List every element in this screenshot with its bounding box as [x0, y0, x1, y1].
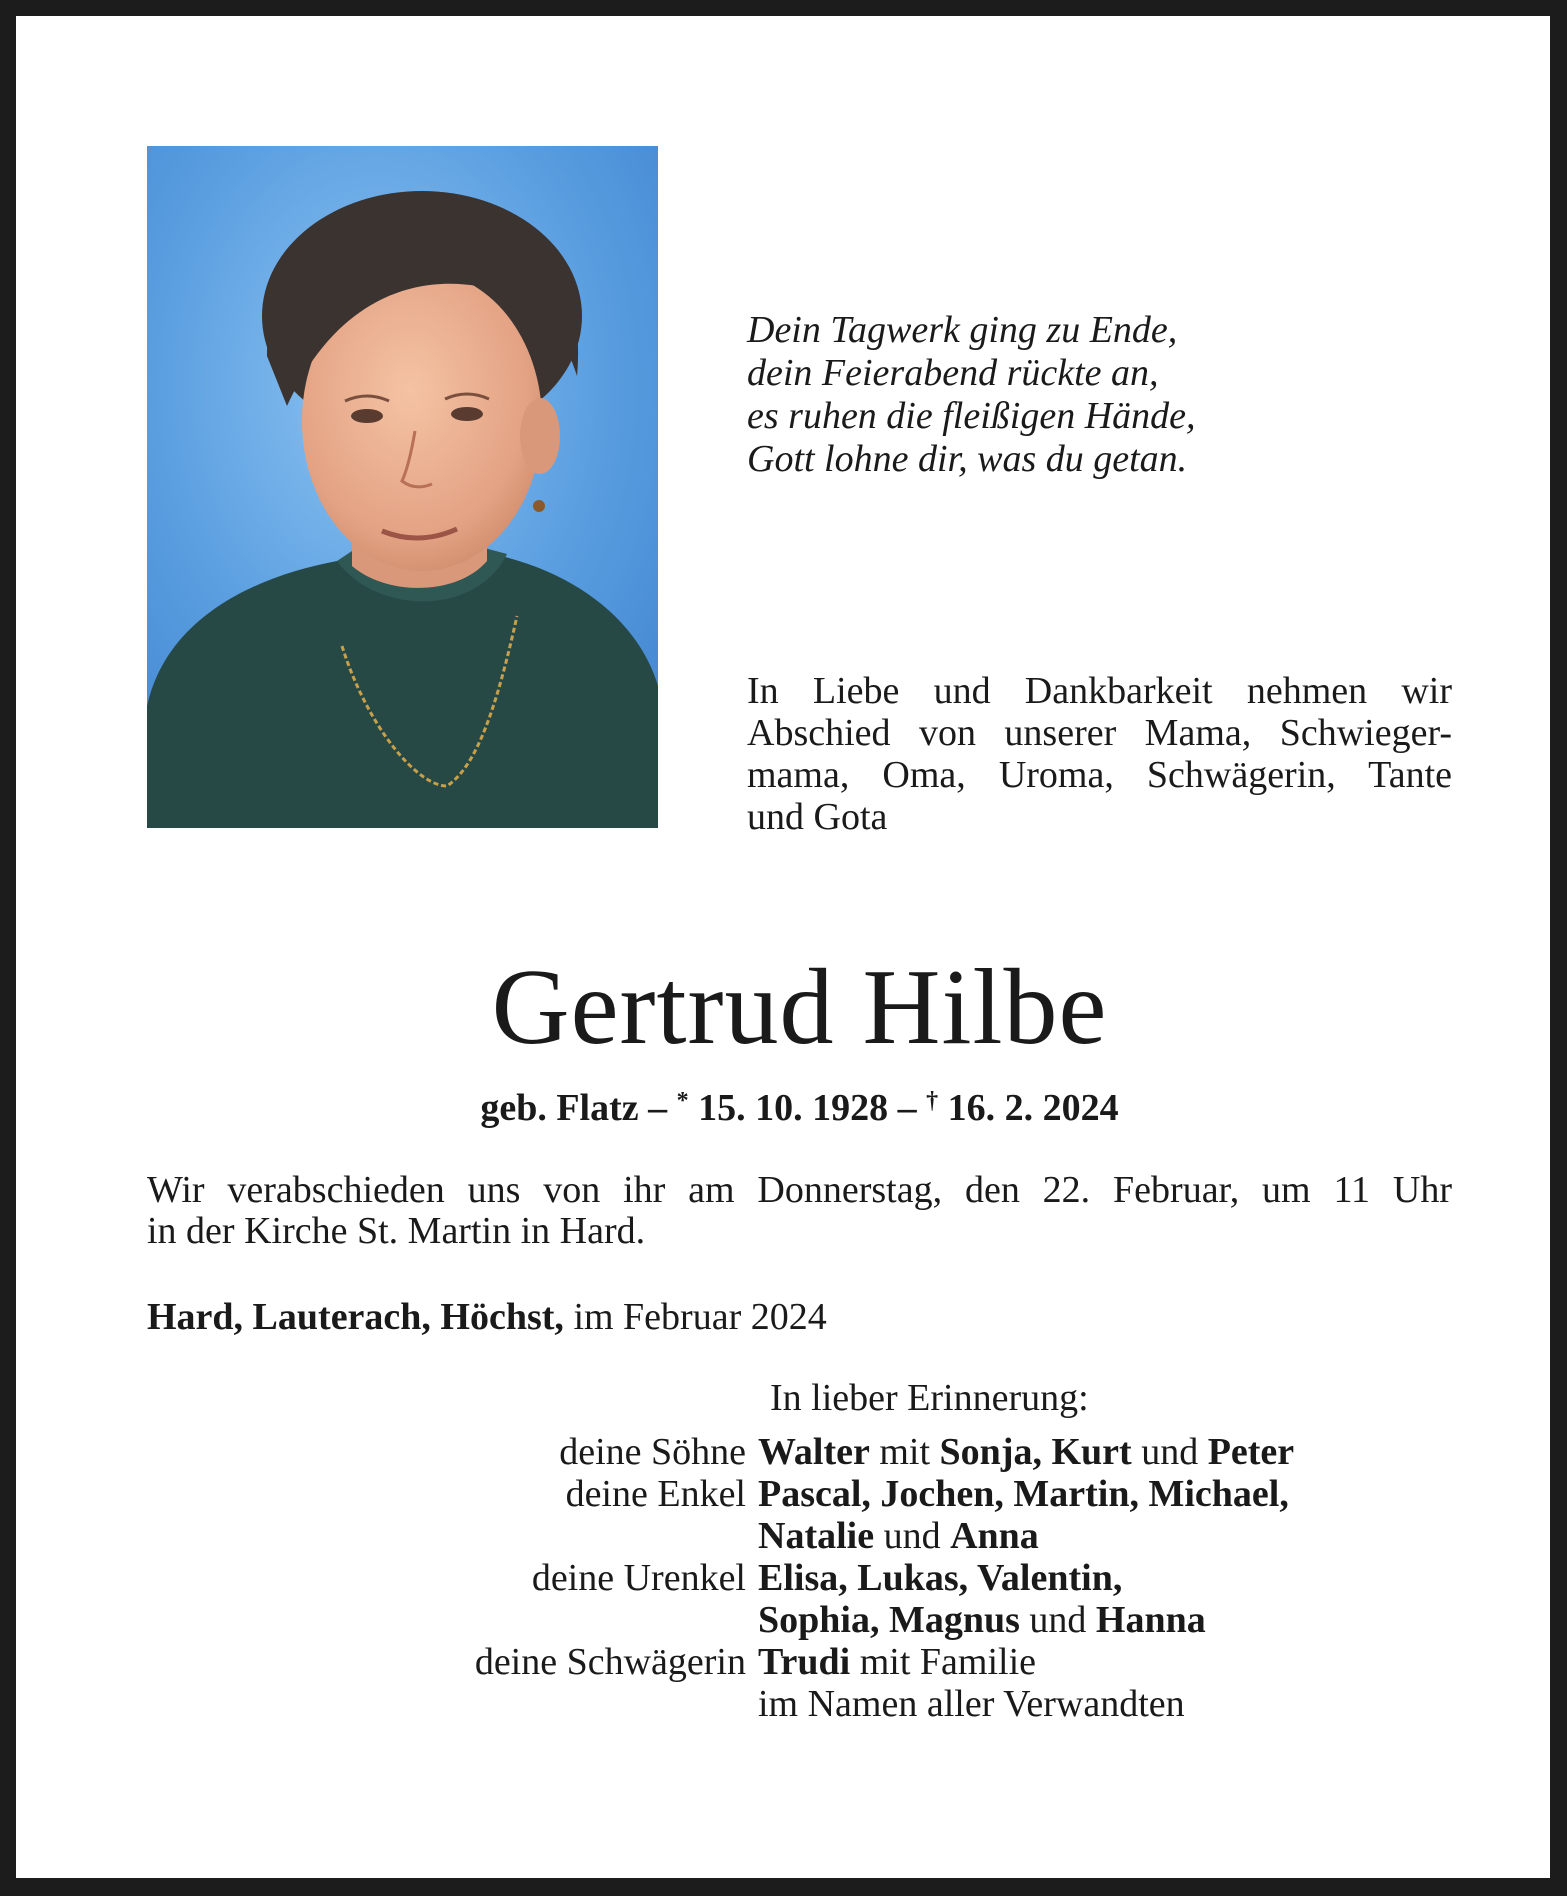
family-relation: [316, 1515, 758, 1557]
intro-text: [747, 670, 1452, 838]
family-names: [758, 1515, 1466, 1557]
family-member-name: Trudi: [758, 1641, 851, 1683]
family-member-name: Natalie: [758, 1515, 875, 1557]
family-connector: mit Familie: [850, 1641, 1036, 1683]
poem: [747, 309, 1467, 481]
family-relation: [316, 1683, 758, 1725]
towns: Hard, Lauterach, Höchst,: [147, 1296, 564, 1338]
family-member-name: Elisa, Lukas, Valentin,: [758, 1557, 1123, 1599]
family-relation: deine Urenkel: [531, 1557, 746, 1599]
family-connector: und: [874, 1515, 951, 1557]
family-member-name: Hanna: [1095, 1599, 1206, 1641]
family-row: [316, 1683, 1466, 1725]
deceased-name: Gertrud Hilbe: [491, 948, 1108, 1067]
family-row: [316, 1431, 1466, 1473]
family-names: [758, 1641, 1466, 1683]
intro-line: und Gota: [747, 796, 888, 838]
birth-symbol: *: [676, 1088, 689, 1114]
poem-line: Dein Tagwerk ging zu Ende,: [747, 309, 1178, 351]
family-member-name: Pascal, Jochen, Martin, Michael,: [758, 1473, 1289, 1515]
poem-line: es ruhen die fleißigen Hände,: [747, 395, 1196, 437]
family-row: [316, 1515, 1466, 1557]
family-member-name: Sophia, Magnus: [758, 1599, 1020, 1641]
family-list: [316, 1431, 1466, 1725]
family-row: [316, 1599, 1466, 1641]
funeral-line: Wir verabschieden uns von ihr am Donnerstag, den 22. Februar, um 11 Uhr: [147, 1169, 1452, 1211]
intro-line: Abschied von unserer Mama, Schwieger-: [747, 712, 1452, 754]
life-dates: [16, 1086, 1567, 1130]
family-names: [758, 1599, 1466, 1641]
family-relation: deine Schwägerin: [474, 1641, 746, 1683]
family-connector: und: [1131, 1431, 1208, 1473]
intro-line: In Liebe und Dankbarkeit nehmen wir: [747, 670, 1452, 712]
funeral-line: in der Kirche St. Martin in Hard.: [147, 1210, 646, 1252]
intro-line: mama, Oma, Uroma, Schwägerin, Tante: [747, 754, 1452, 796]
family-member-name: Sonja, Kurt: [939, 1431, 1132, 1473]
place-date: [147, 1295, 827, 1339]
notice-date: im Februar 2024: [563, 1296, 827, 1338]
family-connector: und: [1019, 1599, 1096, 1641]
family-member-name: Walter: [758, 1431, 870, 1473]
family-relation: deine Enkel: [565, 1473, 746, 1515]
family-names: [758, 1683, 1466, 1725]
family-member-name: Anna: [950, 1515, 1039, 1557]
maiden-name: geb. Flatz –: [480, 1087, 677, 1129]
family-member-name: Peter: [1207, 1431, 1295, 1473]
family-names: [758, 1557, 1466, 1599]
family-names: [758, 1431, 1466, 1473]
family-names: [758, 1473, 1466, 1515]
memory-heading: In lieber Erinnerung:: [770, 1377, 1089, 1419]
family-row: [316, 1557, 1466, 1599]
birth-date: 15. 10. 1928 –: [688, 1087, 927, 1129]
poem-line: Gott lohne dir, was du getan.: [747, 438, 1188, 480]
family-row: [316, 1473, 1466, 1515]
family-row: [316, 1641, 1466, 1683]
funeral-info: [147, 1170, 1452, 1252]
family-relation: [316, 1599, 758, 1641]
portrait-photo: [147, 146, 658, 828]
family-connector: im Namen aller Verwandten: [758, 1683, 1185, 1725]
death-symbol: †: [926, 1088, 939, 1114]
poem-line: dein Feierabend rückte an,: [747, 352, 1159, 394]
death-date: 16. 2. 2024: [938, 1087, 1119, 1129]
family-connector: mit: [869, 1431, 940, 1473]
family-relation: deine Söhne: [559, 1431, 746, 1473]
